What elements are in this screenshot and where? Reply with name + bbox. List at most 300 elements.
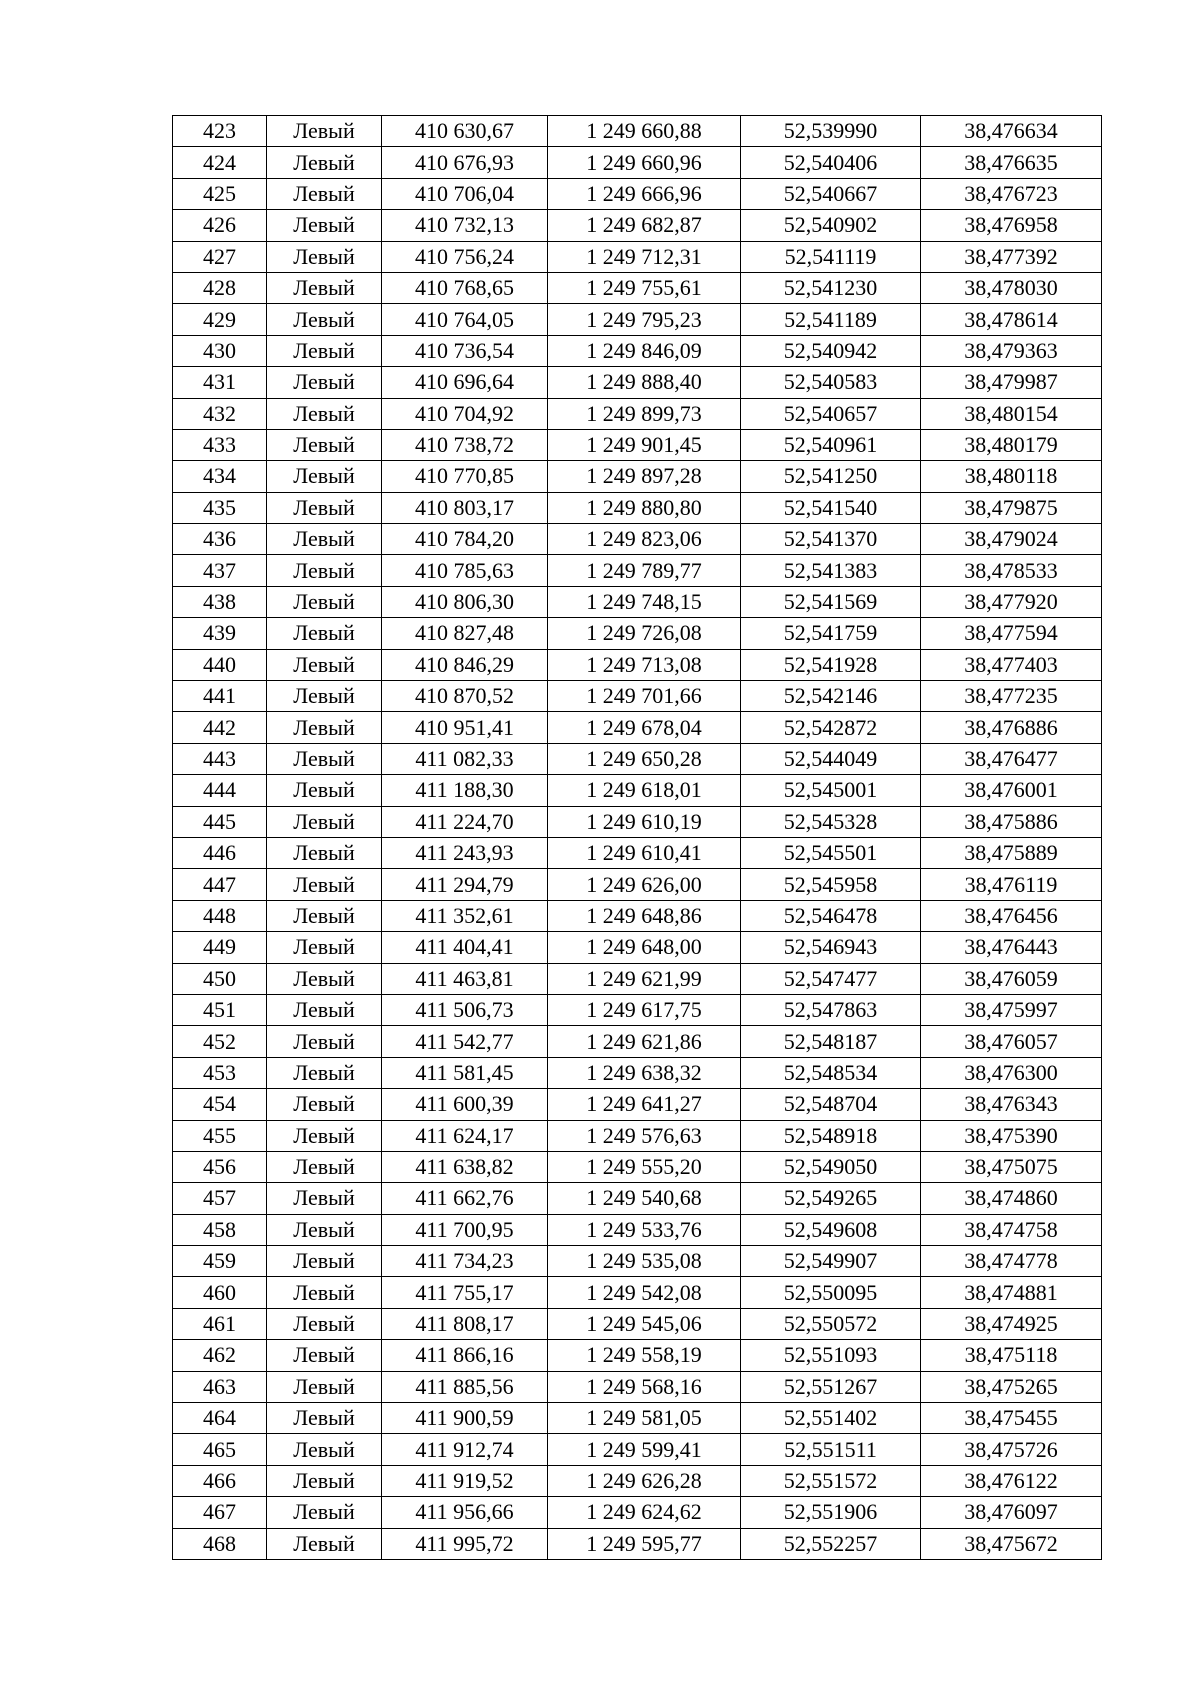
point-number-cell: 458 <box>173 1214 267 1245</box>
point-number-cell: 446 <box>173 837 267 868</box>
point-number-cell: 429 <box>173 304 267 335</box>
table-row <box>173 994 1102 1025</box>
latitude-cell: 52,541759 <box>741 618 921 649</box>
point-number-cell: 461 <box>173 1308 267 1339</box>
side-cell: Левый <box>267 1528 382 1559</box>
longitude-cell: 38,479987 <box>921 367 1102 398</box>
longitude-cell: 38,478614 <box>921 304 1102 335</box>
table-row <box>173 1465 1102 1496</box>
y-coordinate-cell: 1 249 660,88 <box>548 116 741 147</box>
latitude-cell: 52,549907 <box>741 1246 921 1277</box>
longitude-cell: 38,474758 <box>921 1214 1102 1245</box>
latitude-cell: 52,540942 <box>741 335 921 366</box>
point-number-cell: 452 <box>173 1026 267 1057</box>
latitude-cell: 52,545001 <box>741 775 921 806</box>
y-coordinate-cell: 1 249 599,41 <box>548 1434 741 1465</box>
y-coordinate-cell: 1 249 626,00 <box>548 869 741 900</box>
latitude-cell: 52,540667 <box>741 178 921 209</box>
table-row <box>173 775 1102 806</box>
latitude-cell: 52,546478 <box>741 900 921 931</box>
x-coordinate-cell: 410 785,63 <box>382 555 548 586</box>
latitude-cell: 52,548918 <box>741 1120 921 1151</box>
side-cell: Левый <box>267 524 382 555</box>
longitude-cell: 38,475672 <box>921 1528 1102 1559</box>
point-number-cell: 448 <box>173 900 267 931</box>
x-coordinate-cell: 410 676,93 <box>382 147 548 178</box>
point-number-cell: 436 <box>173 524 267 555</box>
x-coordinate-cell: 410 630,67 <box>382 116 548 147</box>
table-row <box>173 1246 1102 1277</box>
longitude-cell: 38,476477 <box>921 743 1102 774</box>
side-cell: Левый <box>267 555 382 586</box>
latitude-cell: 52,547477 <box>741 963 921 994</box>
point-number-cell: 431 <box>173 367 267 398</box>
side-cell: Левый <box>267 210 382 241</box>
table-row <box>173 1151 1102 1182</box>
point-number-cell: 466 <box>173 1465 267 1496</box>
y-coordinate-cell: 1 249 621,99 <box>548 963 741 994</box>
longitude-cell: 38,476456 <box>921 900 1102 931</box>
longitude-cell: 38,477594 <box>921 618 1102 649</box>
latitude-cell: 52,545958 <box>741 869 921 900</box>
point-number-cell: 433 <box>173 429 267 460</box>
x-coordinate-cell: 410 803,17 <box>382 492 548 523</box>
point-number-cell: 456 <box>173 1151 267 1182</box>
table-row <box>173 524 1102 555</box>
table-row <box>173 869 1102 900</box>
longitude-cell: 38,476059 <box>921 963 1102 994</box>
table-row <box>173 586 1102 617</box>
latitude-cell: 52,551572 <box>741 1465 921 1496</box>
point-number-cell: 443 <box>173 743 267 774</box>
side-cell: Левый <box>267 1214 382 1245</box>
y-coordinate-cell: 1 249 568,16 <box>548 1371 741 1402</box>
x-coordinate-cell: 410 704,92 <box>382 398 548 429</box>
side-cell: Левый <box>267 932 382 963</box>
x-coordinate-cell: 410 951,41 <box>382 712 548 743</box>
y-coordinate-cell: 1 249 648,86 <box>548 900 741 931</box>
latitude-cell: 52,550572 <box>741 1308 921 1339</box>
latitude-cell: 52,541383 <box>741 555 921 586</box>
x-coordinate-cell: 410 738,72 <box>382 429 548 460</box>
side-cell: Левый <box>267 586 382 617</box>
latitude-cell: 52,551402 <box>741 1403 921 1434</box>
side-cell: Левый <box>267 681 382 712</box>
y-coordinate-cell: 1 249 542,08 <box>548 1277 741 1308</box>
latitude-cell: 52,542872 <box>741 712 921 743</box>
longitude-cell: 38,479363 <box>921 335 1102 366</box>
x-coordinate-cell: 410 806,30 <box>382 586 548 617</box>
table-row <box>173 743 1102 774</box>
table-row <box>173 367 1102 398</box>
side-cell: Левый <box>267 461 382 492</box>
x-coordinate-cell: 411 224,70 <box>382 806 548 837</box>
side-cell: Левый <box>267 241 382 272</box>
latitude-cell: 52,551906 <box>741 1497 921 1528</box>
x-coordinate-cell: 411 581,45 <box>382 1057 548 1088</box>
latitude-cell: 52,541230 <box>741 272 921 303</box>
point-number-cell: 455 <box>173 1120 267 1151</box>
side-cell: Левый <box>267 367 382 398</box>
y-coordinate-cell: 1 249 795,23 <box>548 304 741 335</box>
longitude-cell: 38,476097 <box>921 1497 1102 1528</box>
table-row <box>173 1528 1102 1559</box>
y-coordinate-cell: 1 249 880,80 <box>548 492 741 523</box>
table-row <box>173 1277 1102 1308</box>
table-row <box>173 1120 1102 1151</box>
y-coordinate-cell: 1 249 617,75 <box>548 994 741 1025</box>
table-row <box>173 1497 1102 1528</box>
table-row <box>173 304 1102 335</box>
side-cell: Левый <box>267 1183 382 1214</box>
x-coordinate-cell: 411 919,52 <box>382 1465 548 1496</box>
longitude-cell: 38,474881 <box>921 1277 1102 1308</box>
x-coordinate-cell: 410 784,20 <box>382 524 548 555</box>
x-coordinate-cell: 410 736,54 <box>382 335 548 366</box>
side-cell: Левый <box>267 775 382 806</box>
longitude-cell: 38,475265 <box>921 1371 1102 1402</box>
longitude-cell: 38,479024 <box>921 524 1102 555</box>
point-number-cell: 450 <box>173 963 267 994</box>
side-cell: Левый <box>267 1277 382 1308</box>
x-coordinate-cell: 411 912,74 <box>382 1434 548 1465</box>
side-cell: Левый <box>267 492 382 523</box>
x-coordinate-cell: 410 870,52 <box>382 681 548 712</box>
longitude-cell: 38,475118 <box>921 1340 1102 1371</box>
point-number-cell: 449 <box>173 932 267 963</box>
longitude-cell: 38,476057 <box>921 1026 1102 1057</box>
table-row <box>173 712 1102 743</box>
point-number-cell: 459 <box>173 1246 267 1277</box>
longitude-cell: 38,476001 <box>921 775 1102 806</box>
y-coordinate-cell: 1 249 901,45 <box>548 429 741 460</box>
table-row <box>173 147 1102 178</box>
y-coordinate-cell: 1 249 626,28 <box>548 1465 741 1496</box>
y-coordinate-cell: 1 249 888,40 <box>548 367 741 398</box>
point-number-cell: 445 <box>173 806 267 837</box>
latitude-cell: 52,546943 <box>741 932 921 963</box>
side-cell: Левый <box>267 1151 382 1182</box>
y-coordinate-cell: 1 249 610,19 <box>548 806 741 837</box>
side-cell: Левый <box>267 963 382 994</box>
longitude-cell: 38,476443 <box>921 932 1102 963</box>
table-row <box>173 210 1102 241</box>
x-coordinate-cell: 411 082,33 <box>382 743 548 774</box>
point-number-cell: 438 <box>173 586 267 617</box>
latitude-cell: 52,540406 <box>741 147 921 178</box>
y-coordinate-cell: 1 249 748,15 <box>548 586 741 617</box>
y-coordinate-cell: 1 249 595,77 <box>548 1528 741 1559</box>
longitude-cell: 38,476119 <box>921 869 1102 900</box>
point-number-cell: 425 <box>173 178 267 209</box>
x-coordinate-cell: 410 732,13 <box>382 210 548 241</box>
table-row <box>173 1434 1102 1465</box>
latitude-cell: 52,551511 <box>741 1434 921 1465</box>
table-row <box>173 1403 1102 1434</box>
latitude-cell: 52,551093 <box>741 1340 921 1371</box>
side-cell: Левый <box>267 712 382 743</box>
longitude-cell: 38,475075 <box>921 1151 1102 1182</box>
latitude-cell: 52,541928 <box>741 649 921 680</box>
y-coordinate-cell: 1 249 610,41 <box>548 837 741 868</box>
y-coordinate-cell: 1 249 899,73 <box>548 398 741 429</box>
longitude-cell: 38,476958 <box>921 210 1102 241</box>
longitude-cell: 38,476723 <box>921 178 1102 209</box>
y-coordinate-cell: 1 249 846,09 <box>548 335 741 366</box>
latitude-cell: 52,541250 <box>741 461 921 492</box>
table-row <box>173 806 1102 837</box>
coordinates-table <box>172 115 1102 1560</box>
table-row <box>173 1057 1102 1088</box>
point-number-cell: 447 <box>173 869 267 900</box>
y-coordinate-cell: 1 249 755,61 <box>548 272 741 303</box>
x-coordinate-cell: 411 243,93 <box>382 837 548 868</box>
point-number-cell: 464 <box>173 1403 267 1434</box>
side-cell: Левый <box>267 1308 382 1339</box>
latitude-cell: 52,541540 <box>741 492 921 523</box>
latitude-cell: 52,540657 <box>741 398 921 429</box>
latitude-cell: 52,549265 <box>741 1183 921 1214</box>
point-number-cell: 468 <box>173 1528 267 1559</box>
table-row <box>173 1026 1102 1057</box>
side-cell: Левый <box>267 178 382 209</box>
y-coordinate-cell: 1 249 701,66 <box>548 681 741 712</box>
side-cell: Левый <box>267 1403 382 1434</box>
y-coordinate-cell: 1 249 624,62 <box>548 1497 741 1528</box>
y-coordinate-cell: 1 249 726,08 <box>548 618 741 649</box>
longitude-cell: 38,475455 <box>921 1403 1102 1434</box>
x-coordinate-cell: 411 700,95 <box>382 1214 548 1245</box>
longitude-cell: 38,478533 <box>921 555 1102 586</box>
point-number-cell: 460 <box>173 1277 267 1308</box>
table-row <box>173 1183 1102 1214</box>
latitude-cell: 52,549608 <box>741 1214 921 1245</box>
latitude-cell: 52,548704 <box>741 1089 921 1120</box>
latitude-cell: 52,540902 <box>741 210 921 241</box>
x-coordinate-cell: 411 866,16 <box>382 1340 548 1371</box>
point-number-cell: 465 <box>173 1434 267 1465</box>
longitude-cell: 38,475390 <box>921 1120 1102 1151</box>
y-coordinate-cell: 1 249 555,20 <box>548 1151 741 1182</box>
side-cell: Левый <box>267 618 382 649</box>
latitude-cell: 52,549050 <box>741 1151 921 1182</box>
table-row <box>173 429 1102 460</box>
latitude-cell: 52,551267 <box>741 1371 921 1402</box>
latitude-cell: 52,540583 <box>741 367 921 398</box>
y-coordinate-cell: 1 249 713,08 <box>548 649 741 680</box>
point-number-cell: 440 <box>173 649 267 680</box>
side-cell: Левый <box>267 272 382 303</box>
x-coordinate-cell: 411 662,76 <box>382 1183 548 1214</box>
x-coordinate-cell: 411 995,72 <box>382 1528 548 1559</box>
table-row <box>173 335 1102 366</box>
point-number-cell: 430 <box>173 335 267 366</box>
side-cell: Левый <box>267 1120 382 1151</box>
latitude-cell: 52,541119 <box>741 241 921 272</box>
side-cell: Левый <box>267 1434 382 1465</box>
x-coordinate-cell: 411 900,59 <box>382 1403 548 1434</box>
y-coordinate-cell: 1 249 650,28 <box>548 743 741 774</box>
x-coordinate-cell: 411 808,17 <box>382 1308 548 1339</box>
x-coordinate-cell: 411 755,17 <box>382 1277 548 1308</box>
point-number-cell: 437 <box>173 555 267 586</box>
y-coordinate-cell: 1 249 576,63 <box>548 1120 741 1151</box>
x-coordinate-cell: 410 770,85 <box>382 461 548 492</box>
point-number-cell: 453 <box>173 1057 267 1088</box>
point-number-cell: 423 <box>173 116 267 147</box>
point-number-cell: 432 <box>173 398 267 429</box>
longitude-cell: 38,480118 <box>921 461 1102 492</box>
side-cell: Левый <box>267 806 382 837</box>
longitude-cell: 38,476886 <box>921 712 1102 743</box>
longitude-cell: 38,476122 <box>921 1465 1102 1496</box>
table-row <box>173 272 1102 303</box>
longitude-cell: 38,477392 <box>921 241 1102 272</box>
longitude-cell: 38,477403 <box>921 649 1102 680</box>
table-row <box>173 1308 1102 1339</box>
table-row <box>173 241 1102 272</box>
latitude-cell: 52,540961 <box>741 429 921 460</box>
side-cell: Левый <box>267 1340 382 1371</box>
side-cell: Левый <box>267 1465 382 1496</box>
coordinates-table-body <box>173 116 1102 1560</box>
x-coordinate-cell: 411 294,79 <box>382 869 548 900</box>
point-number-cell: 454 <box>173 1089 267 1120</box>
longitude-cell: 38,476635 <box>921 147 1102 178</box>
point-number-cell: 424 <box>173 147 267 178</box>
latitude-cell: 52,541370 <box>741 524 921 555</box>
latitude-cell: 52,545328 <box>741 806 921 837</box>
longitude-cell: 38,474925 <box>921 1308 1102 1339</box>
side-cell: Левый <box>267 398 382 429</box>
y-coordinate-cell: 1 249 666,96 <box>548 178 741 209</box>
point-number-cell: 451 <box>173 994 267 1025</box>
longitude-cell: 38,480154 <box>921 398 1102 429</box>
point-number-cell: 439 <box>173 618 267 649</box>
longitude-cell: 38,475886 <box>921 806 1102 837</box>
table-row <box>173 116 1102 147</box>
side-cell: Левый <box>267 649 382 680</box>
latitude-cell: 52,552257 <box>741 1528 921 1559</box>
table-row <box>173 1214 1102 1245</box>
side-cell: Левый <box>267 994 382 1025</box>
latitude-cell: 52,545501 <box>741 837 921 868</box>
table-row <box>173 555 1102 586</box>
y-coordinate-cell: 1 249 712,31 <box>548 241 741 272</box>
y-coordinate-cell: 1 249 540,68 <box>548 1183 741 1214</box>
x-coordinate-cell: 410 768,65 <box>382 272 548 303</box>
side-cell: Левый <box>267 1371 382 1402</box>
side-cell: Левый <box>267 1246 382 1277</box>
latitude-cell: 52,547863 <box>741 994 921 1025</box>
latitude-cell: 52,542146 <box>741 681 921 712</box>
x-coordinate-cell: 411 352,61 <box>382 900 548 931</box>
longitude-cell: 38,475889 <box>921 837 1102 868</box>
x-coordinate-cell: 410 706,04 <box>382 178 548 209</box>
side-cell: Левый <box>267 1089 382 1120</box>
point-number-cell: 427 <box>173 241 267 272</box>
x-coordinate-cell: 410 827,48 <box>382 618 548 649</box>
table-row <box>173 461 1102 492</box>
y-coordinate-cell: 1 249 581,05 <box>548 1403 741 1434</box>
longitude-cell: 38,476343 <box>921 1089 1102 1120</box>
point-number-cell: 435 <box>173 492 267 523</box>
x-coordinate-cell: 411 638,82 <box>382 1151 548 1182</box>
y-coordinate-cell: 1 249 621,86 <box>548 1026 741 1057</box>
longitude-cell: 38,474860 <box>921 1183 1102 1214</box>
side-cell: Левый <box>267 869 382 900</box>
table-row <box>173 618 1102 649</box>
x-coordinate-cell: 410 764,05 <box>382 304 548 335</box>
x-coordinate-cell: 410 696,64 <box>382 367 548 398</box>
side-cell: Левый <box>267 147 382 178</box>
side-cell: Левый <box>267 900 382 931</box>
x-coordinate-cell: 411 188,30 <box>382 775 548 806</box>
longitude-cell: 38,479875 <box>921 492 1102 523</box>
x-coordinate-cell: 411 624,17 <box>382 1120 548 1151</box>
longitude-cell: 38,474778 <box>921 1246 1102 1277</box>
side-cell: Левый <box>267 335 382 366</box>
y-coordinate-cell: 1 249 545,06 <box>548 1308 741 1339</box>
point-number-cell: 457 <box>173 1183 267 1214</box>
side-cell: Левый <box>267 837 382 868</box>
latitude-cell: 52,541189 <box>741 304 921 335</box>
table-row <box>173 492 1102 523</box>
x-coordinate-cell: 411 404,41 <box>382 932 548 963</box>
x-coordinate-cell: 411 956,66 <box>382 1497 548 1528</box>
longitude-cell: 38,480179 <box>921 429 1102 460</box>
latitude-cell: 52,548534 <box>741 1057 921 1088</box>
side-cell: Левый <box>267 1497 382 1528</box>
x-coordinate-cell: 411 885,56 <box>382 1371 548 1402</box>
y-coordinate-cell: 1 249 789,77 <box>548 555 741 586</box>
x-coordinate-cell: 411 734,23 <box>382 1246 548 1277</box>
latitude-cell: 52,548187 <box>741 1026 921 1057</box>
table-row <box>173 837 1102 868</box>
longitude-cell: 38,478030 <box>921 272 1102 303</box>
table-row <box>173 900 1102 931</box>
longitude-cell: 38,476634 <box>921 116 1102 147</box>
point-number-cell: 441 <box>173 681 267 712</box>
point-number-cell: 463 <box>173 1371 267 1402</box>
latitude-cell: 52,539990 <box>741 116 921 147</box>
y-coordinate-cell: 1 249 660,96 <box>548 147 741 178</box>
y-coordinate-cell: 1 249 823,06 <box>548 524 741 555</box>
point-number-cell: 442 <box>173 712 267 743</box>
table-row <box>173 681 1102 712</box>
table-row <box>173 649 1102 680</box>
latitude-cell: 52,550095 <box>741 1277 921 1308</box>
table-row <box>173 398 1102 429</box>
side-cell: Левый <box>267 429 382 460</box>
x-coordinate-cell: 410 846,29 <box>382 649 548 680</box>
point-number-cell: 444 <box>173 775 267 806</box>
point-number-cell: 462 <box>173 1340 267 1371</box>
y-coordinate-cell: 1 249 641,27 <box>548 1089 741 1120</box>
table-row <box>173 932 1102 963</box>
side-cell: Левый <box>267 1026 382 1057</box>
side-cell: Левый <box>267 304 382 335</box>
x-coordinate-cell: 411 506,73 <box>382 994 548 1025</box>
table-row <box>173 963 1102 994</box>
latitude-cell: 52,541569 <box>741 586 921 617</box>
table-row <box>173 178 1102 209</box>
x-coordinate-cell: 410 756,24 <box>382 241 548 272</box>
x-coordinate-cell: 411 600,39 <box>382 1089 548 1120</box>
y-coordinate-cell: 1 249 533,76 <box>548 1214 741 1245</box>
longitude-cell: 38,475997 <box>921 994 1102 1025</box>
y-coordinate-cell: 1 249 678,04 <box>548 712 741 743</box>
